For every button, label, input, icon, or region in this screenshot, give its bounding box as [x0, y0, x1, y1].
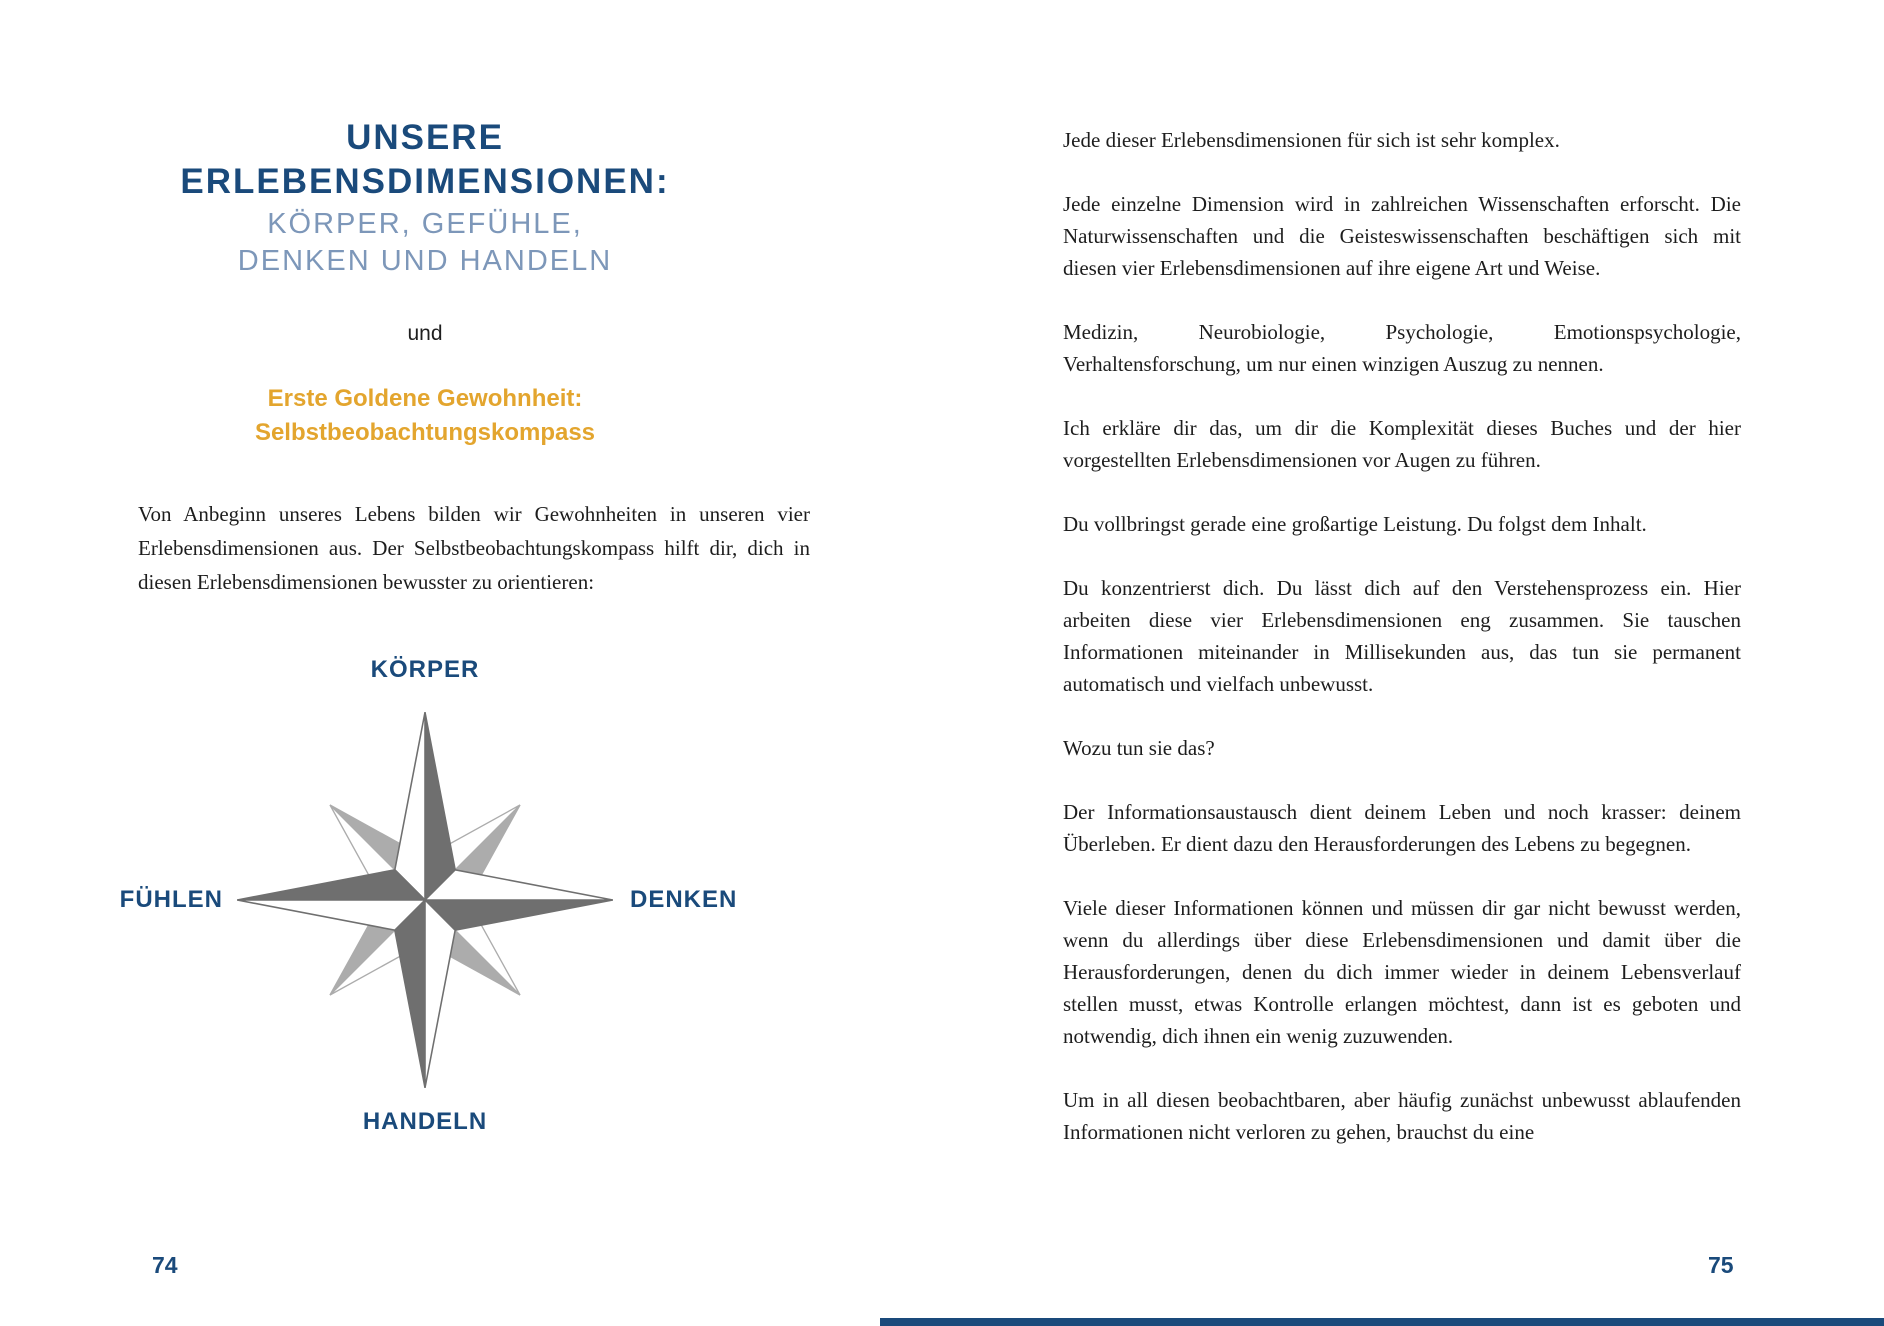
- chapter-title: [140, 116, 710, 204]
- chapter-subtitle-line1: KÖRPER, GEFÜHLE,: [267, 208, 583, 240]
- body-paragraph: Du konzentrierst dich. Du lässt dich auf den Verstehensprozess ein. Hier arbeiten diese vier Erlebensdimensionen eng zusammen. Sie tauschen Informationen miteinander in Millisekunden aus, das tun sie permanent automatisch und vielfach unbewusst.: [1063, 576, 1741, 696]
- page-number-left: 74: [152, 1252, 178, 1278]
- body-paragraph: Der Informationsaustausch dient deinem Leben und noch krasser: deinem Überleben. Er dient dazu den Herausforderungen des Lebens zu begegnen.: [1063, 800, 1741, 856]
- body-paragraph: Ich erkläre dir das, um dir die Komplexität dieses Buches und der hier vorgestellten Erlebensdimensionen vor Augen zu führen.: [1063, 416, 1741, 472]
- chapter-title-line2: ERLEBENSDIMENSIONEN:: [180, 162, 670, 201]
- page-number-right: 75: [1708, 1252, 1734, 1278]
- golden-habit-line1: Erste Goldene Gewohnheit:: [267, 385, 583, 412]
- golden-habit-line2: Selbstbeobachtungskompass: [254, 419, 596, 446]
- body-text-column: [1063, 124, 1741, 1180]
- intro-paragraph: Von Anbeginn unseres Lebens bilden wir Gewohnheiten in unseren vier Erlebensdimensionen aus. Der Selbstbeobachtungskompass hilft dir, dich in diesen Erlebensdimensionen bewusster zu orientieren:: [138, 502, 810, 594]
- bottom-edge-bar: [880, 1318, 1884, 1326]
- compass-label-handeln: HANDELN: [362, 1108, 488, 1135]
- connector-word: und: [407, 322, 443, 345]
- compass-label-koerper: KÖRPER: [370, 656, 480, 683]
- body-paragraph: Viele dieser Informationen können und müssen dir gar nicht bewusst werden, wenn du allerdings über diese Erlebensdimensionen und damit über die Herausforderungen, denen du dich immer wieder in deinem Lebensverlauf stellen musst, etwas Kontrolle erlangen möchtest, dann ist es geboten und notwendig, dich ihnen ein wenig zuzuwenden.: [1063, 896, 1741, 1048]
- chapter-subtitle: [140, 206, 710, 280]
- compass-label-fuehlen: FÜHLEN: [119, 886, 223, 913]
- body-paragraph: Jede dieser Erlebensdimensionen für sich ist sehr komplex.: [1063, 128, 1560, 152]
- body-paragraph: Um in all diesen beobachtbaren, aber häufig zunächst unbewusst ablaufenden Informationen nicht verloren zu gehen, brauchst du eine: [1063, 1088, 1741, 1144]
- golden-habit-heading: [140, 382, 710, 450]
- body-paragraph: Jede einzelne Dimension wird in zahlreichen Wissenschaften erforscht. Die Naturwissenschaften und die Geisteswissenschaften beschäftigen sich mit diesen vier Erlebensdimensionen auf ihre eigene Art und Weise.: [1063, 192, 1741, 280]
- body-paragraph: Du vollbringst gerade eine großartige Leistung. Du folgst dem Inhalt.: [1063, 512, 1647, 536]
- chapter-title-line1: UNSERE: [346, 118, 504, 157]
- compass-rose-icon: [235, 710, 615, 1090]
- chapter-subtitle-line2: DENKEN UND HANDELN: [237, 245, 613, 277]
- compass-label-denken: DENKEN: [630, 886, 738, 913]
- body-paragraph: Wozu tun sie das?: [1063, 736, 1215, 760]
- body-paragraph: Medizin, Neurobiologie, Psychologie, Emotionspsychologie, Verhaltensforschung, um nur einen winzigen Auszug zu nennen.: [1063, 320, 1741, 376]
